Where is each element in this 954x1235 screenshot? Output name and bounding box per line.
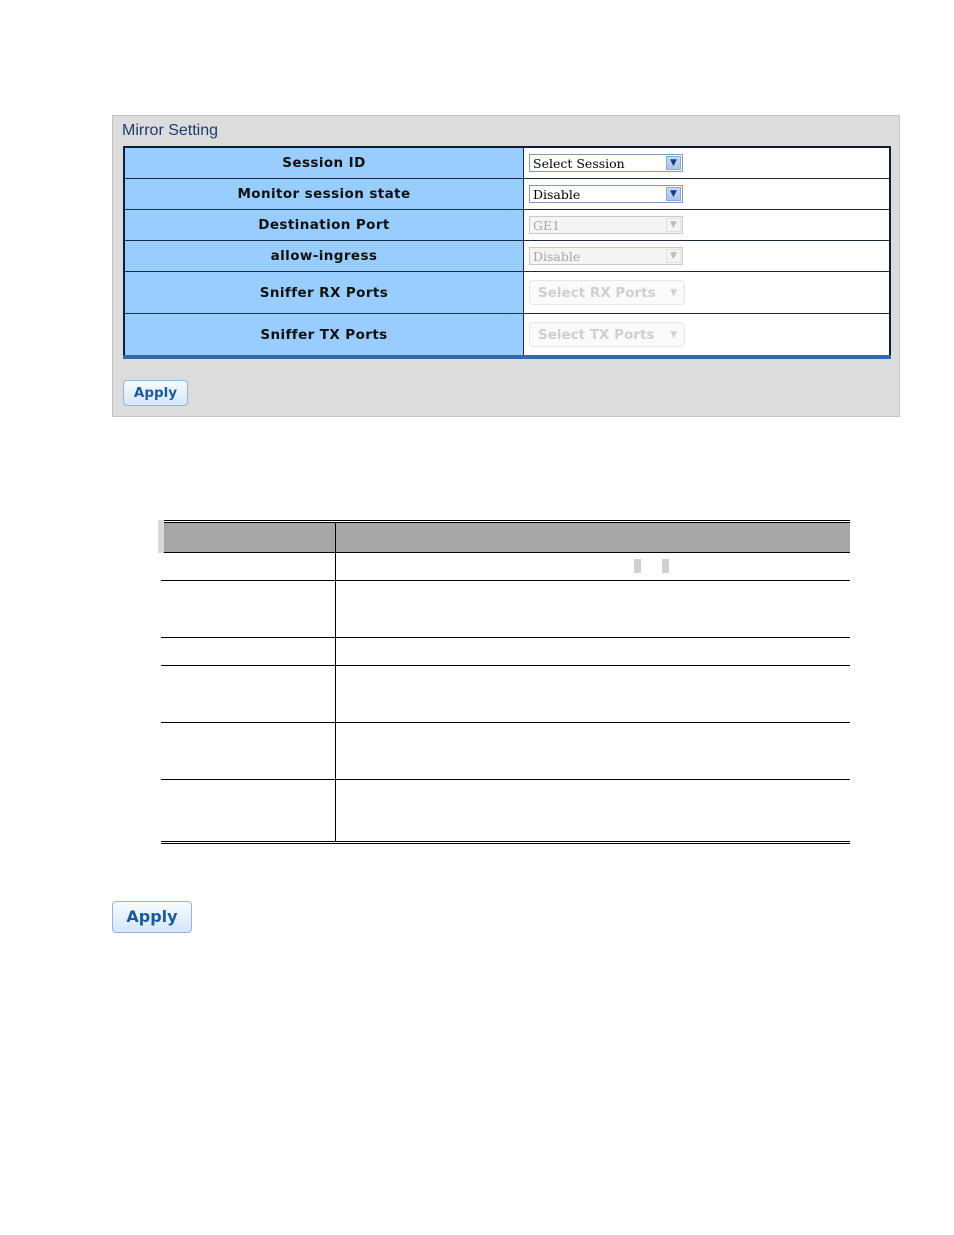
- sniffer-tx-ports-label: Sniffer TX Ports: [124, 314, 524, 358]
- session-id-select[interactable]: Select Session ▼: [529, 154, 683, 172]
- form-row-destination-port: [124, 210, 890, 241]
- redaction-mark: [662, 559, 669, 573]
- monitor-session-state-select[interactable]: Disable ▼: [529, 185, 683, 203]
- form-row-allow-ingress: [124, 241, 890, 272]
- description-table: [158, 520, 850, 844]
- header-cell-description: [336, 522, 851, 553]
- table-row: [161, 553, 850, 581]
- table-row: [161, 581, 850, 638]
- table-row: [161, 638, 850, 666]
- destination-port-label: Destination Port: [124, 210, 524, 241]
- session-id-label: Session ID: [124, 147, 524, 179]
- chevron-down-icon[interactable]: ▼: [666, 156, 681, 170]
- monitor-session-state-label: Monitor session state: [124, 179, 524, 210]
- chevron-down-icon[interactable]: ▼: [666, 187, 681, 201]
- apply-button-large[interactable]: Apply: [112, 901, 192, 933]
- destination-port-select[interactable]: GE1 ▼: [529, 216, 683, 234]
- description-table-header: [161, 522, 850, 553]
- sniffer-tx-ports-multiselect[interactable]: Select TX Ports ▼: [529, 322, 685, 347]
- form-row-sniffer-rx-ports: [124, 272, 890, 314]
- table-row: [161, 666, 850, 723]
- table-row: [161, 723, 850, 780]
- chevron-down-icon: ▼: [666, 218, 681, 232]
- allow-ingress-select[interactable]: Disable ▼: [529, 247, 683, 265]
- form-row-sniffer-tx-ports: [124, 314, 890, 358]
- header-cell-object: [161, 522, 336, 553]
- caret-down-icon: ▼: [670, 330, 677, 340]
- chevron-down-icon: ▼: [666, 249, 681, 263]
- form-row-monitor-session-state: [124, 179, 890, 210]
- sniffer-rx-ports-label: Sniffer RX Ports: [124, 272, 524, 314]
- apply-button[interactable]: Apply: [123, 380, 188, 406]
- mirror-settings-form: [123, 146, 891, 359]
- mirror-setting-panel: [112, 115, 900, 417]
- redaction-mark: [634, 559, 641, 573]
- caret-down-icon: ▼: [670, 288, 677, 298]
- sniffer-rx-ports-multiselect[interactable]: Select RX Ports ▼: [529, 280, 685, 305]
- panel-title: Mirror Setting: [122, 122, 219, 139]
- allow-ingress-label: allow-ingress: [124, 241, 524, 272]
- table-row: [161, 780, 850, 843]
- form-row-session-id: [124, 147, 890, 179]
